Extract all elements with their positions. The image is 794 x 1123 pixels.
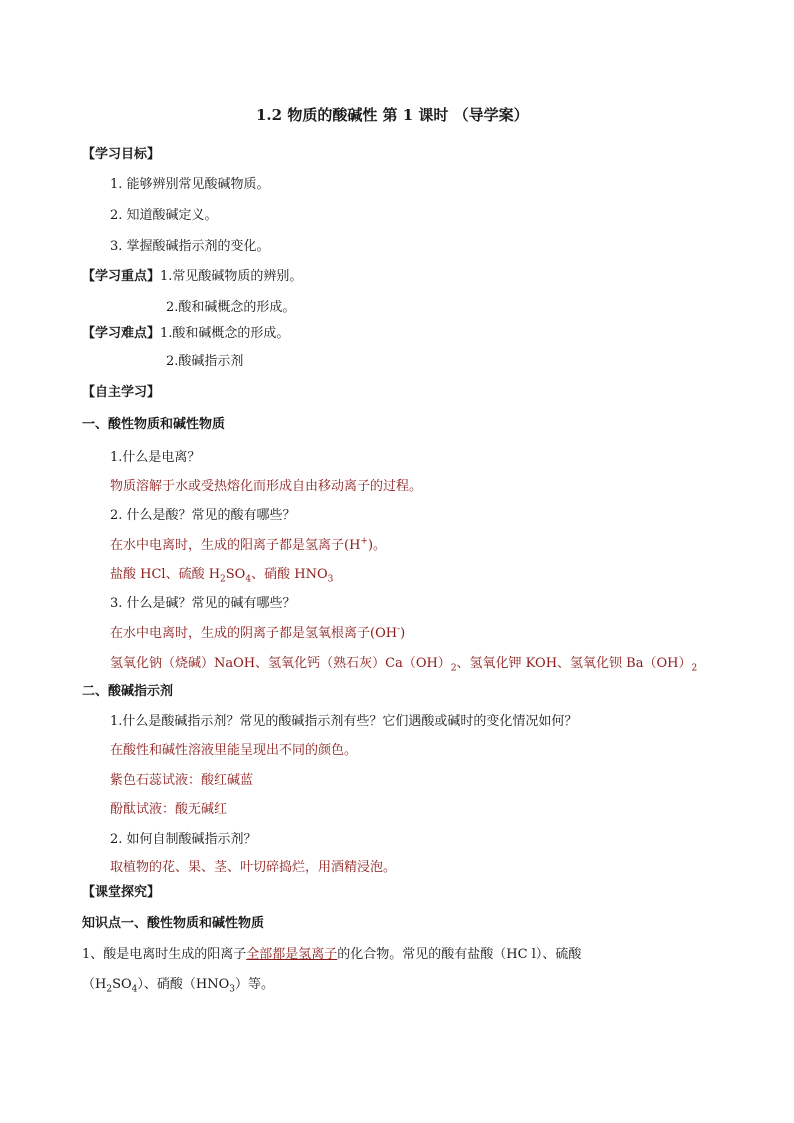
- s2-answer-1c: 酚酞试液：酸无碱红: [110, 802, 228, 817]
- inquiry-paragraph-2: [82, 976, 274, 994]
- self-study-heading: 【自主学习】: [82, 385, 161, 400]
- objective-item-3: 3. 掌握酸碱指示剂的变化。: [110, 239, 270, 254]
- acid-part-1: 盐酸 HCl、硫酸 H: [110, 567, 221, 582]
- difficult-point-1: 1.酸和碱概念的形成。: [160, 326, 290, 341]
- p2-part-2: SO: [112, 977, 132, 992]
- section2-heading: 二、酸碱指示剂: [82, 684, 174, 699]
- key-points-row: [82, 268, 302, 286]
- inquiry-paragraph-1: [82, 946, 581, 964]
- inquiry-text-1: 1、酸是电离时生成的阳离子: [82, 947, 247, 962]
- class-inquiry-heading: 【课堂探究】: [82, 885, 161, 900]
- page-title: 1.2 物质的酸碱性 第 1 课时 （导学案）: [256, 106, 529, 124]
- s1-question-1: 1.什么是电离？: [110, 450, 201, 465]
- key-points-heading: 【学习重点】: [82, 269, 161, 284]
- objectives-heading: 【学习目标】: [82, 147, 161, 162]
- p2-part-1: （H: [82, 977, 107, 992]
- acid-part-2: SO: [225, 567, 246, 582]
- s2-question-2: 2. 如何自制酸碱指示剂？: [110, 832, 257, 847]
- base-sub-1: 2: [450, 663, 457, 674]
- s1-answer-3: [110, 625, 405, 643]
- acid-part-3: 、硝酸 HNO: [251, 567, 328, 582]
- objective-item-1: 1. 能够辨别常见酸碱物质。: [110, 177, 270, 192]
- acid-sub-1: 2: [220, 574, 226, 585]
- difficult-points-heading: 【学习难点】: [82, 326, 161, 341]
- s1-question-3: 3. 什么是碱？常见的碱有哪些？: [110, 596, 296, 611]
- s1-answer-2-text: 在水中电离时，生成的阳离子都是氢离子(H: [110, 538, 361, 553]
- s1-answer-3-sup: -: [397, 624, 401, 635]
- base-part-1: 氢氧化钠（烧碱）NaOH、氢氧化钙（熟石灰）Ca（OH）: [110, 656, 451, 671]
- p2-part-3: ）、硝酸（HNO: [137, 977, 230, 992]
- inquiry-underlined-blank: 全部都是氢离子: [246, 947, 338, 962]
- s1-answer-3-text: 在水中电离时，生成的阴离子都是氢氧根离子(OH: [110, 626, 398, 641]
- s1-answer-2-end: )。: [367, 538, 387, 553]
- objective-item-2: 2. 知道酸碱定义。: [110, 208, 218, 223]
- inquiry-text-2: 的化合物。常见的酸有盐酸（HC l）、硫酸: [337, 947, 582, 962]
- s2-answer-1: 在酸性和碱性溶液里能呈现出不同的颜色。: [110, 743, 358, 758]
- s1-answer-2b: [110, 566, 333, 584]
- acid-sub-3: 3: [327, 574, 334, 585]
- s1-answer-3b: [110, 655, 697, 673]
- s2-question-1: 1.什么是酸碱指示剂？常见的酸碱指示剂有些？它们遇酸或碱时的变化情况如何？: [110, 714, 578, 729]
- section1-heading: 一、酸性物质和碱性物质: [82, 417, 226, 432]
- p2-sub-2: 4: [131, 984, 138, 995]
- s1-answer-1: 物质溶解于水或受热熔化而形成自由移动离子的过程。: [110, 479, 423, 494]
- s2-answer-1b: 紫色石蕊试液：酸红碱蓝: [110, 773, 254, 788]
- knowledge-point-1-heading: 知识点一、酸性物质和碱性物质: [82, 916, 265, 931]
- base-sub-2: 2: [691, 663, 698, 674]
- difficult-points-row: [82, 325, 289, 343]
- p2-sub-1: 2: [106, 984, 113, 995]
- p2-sub-3: 3: [229, 984, 235, 995]
- difficult-point-2: 2.酸碱指示剂: [166, 354, 244, 369]
- s1-question-2: 2. 什么是酸？常见的酸有哪些？: [110, 508, 296, 523]
- s1-answer-2-sup: +: [360, 536, 368, 547]
- s2-answer-2: 取植物的花、果、茎、叶切碎捣烂，用酒精浸泡。: [110, 860, 397, 875]
- p2-part-4: ）等。: [235, 977, 275, 992]
- acid-sub-2: 4: [245, 574, 252, 585]
- key-point-2: 2.酸和碱概念的形成。: [166, 300, 296, 315]
- s1-answer-3-end: ): [400, 626, 406, 641]
- key-point-1: 1.常见酸碱物质的辨别。: [160, 269, 303, 284]
- base-part-2: 、氢氧化钾 KOH、氢氧化钡 Ba（OH）: [456, 656, 692, 671]
- s1-answer-2: [110, 537, 386, 555]
